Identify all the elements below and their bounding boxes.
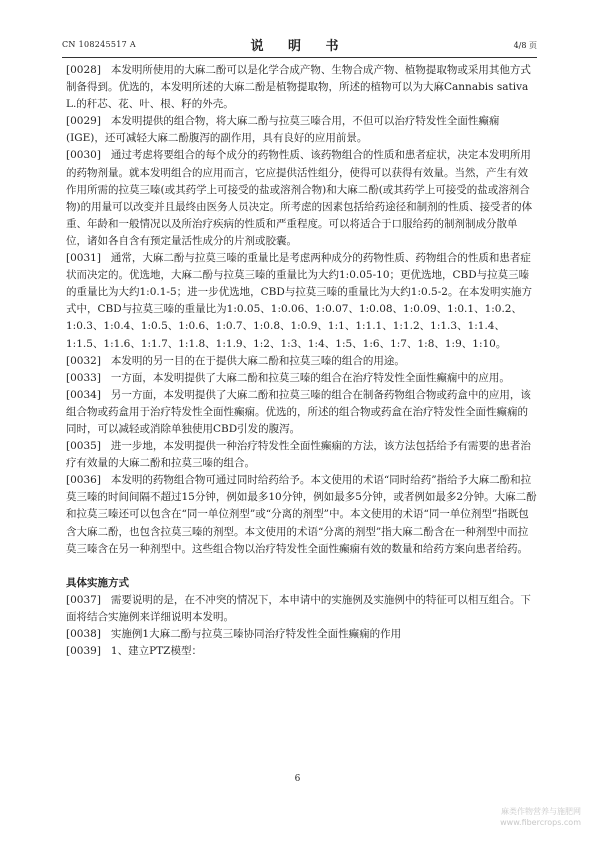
paragraph-number: [0038] xyxy=(66,627,101,640)
paragraph-text: 本发明的药物组合物可通过同时给药给予。本文使用的术语“同时给药”指给予大麻二酚和拉莫三嗪的时间间隔不超过15分钟，例如最多10分钟，例如最多5分钟，或者例如最多2分钟。大麻二酚和拉莫三嗪还可以包含在“同一单位剂型”或“分离的剂型”中。本文使用的术语“同一单位剂型”指既包含大麻二酚，也包含拉莫三嗪的剂型。本文使用的术语“分离的剂型”指大麻二酚含在一种剂型中而拉莫三嗪含在另一种剂型中。这些组合物以治疗特发性全面性癫痫有效的数量和给药方案向患者给药。 xyxy=(66,474,537,555)
paragraph-text: 本发明的另一目的在于提供大麻二酚和拉莫三嗪的组合的用途。 xyxy=(110,354,405,367)
paragraph-0029 xyxy=(66,113,537,147)
paragraph-number: [0039] xyxy=(66,645,101,657)
page-info: 4/8 页 xyxy=(513,41,537,50)
paragraph-0039 xyxy=(66,643,537,660)
paragraph-number: [0029] xyxy=(66,115,101,128)
paragraph-text: 一方面，本发明提供了大麻二酚和拉莫三嗪的组合在治疗特发性全面性癫痫中的应用。 xyxy=(110,371,510,384)
paragraph-text: 进一步地，本发明提供一种治疗特发性全面性癫痫的方法，该方法包括给予有需要的患者治疗有效量的大麻二酚和拉莫三嗪的组合。 xyxy=(66,440,531,470)
watermark xyxy=(500,806,581,828)
paragraph-text: 通常，大麻二酚与拉莫三嗪的重量比是考虑两种成分的药物性质、药物组合的性质和患者症状而决定的。优选地，大麻二酚与拉莫三嗪的重量比为大约1:0.05-10；更优选地，CBD与拉莫三嗪的重量比为大约1:0.1-5；进一步优选地，CBD与拉莫三嗪的重量比为大约1:0.5-2。在本发明实施方式中，CBD与拉莫三嗪的重量比为1:0.05、1:0.06、1:0.07、1:0.08、1:0.09、1:0.1、1:0.2、1:0.3、1:0.4、1:0.5、1:0.6、1:0.7、1:0.8、1:0.9、1:1、1:1.1、1:1.2、1:1.3、1:1.4、1:1.5、1:1.6、1:1.7、1:1.8、1:1.9、1:2、1:3、1:4、1:5、1:6、1:7、1:8、1:9、1:10。 xyxy=(66,252,532,350)
section-heading: 具体实施方式 xyxy=(66,576,129,589)
paragraph-text: 本发明所使用的大麻二酚可以是化学合成产物、生物合成产物、植物提取物或采用其他方式制备得到。优选的，本发明所述的大麻二酚是植物提取物，所述的植物可以为大麻Cannabis sativa L.的秆芯、花、叶、根、籽的外壳。 xyxy=(66,64,531,111)
paragraph-number: [0034] xyxy=(66,388,101,401)
paragraph-text: 本发明提供的组合物，将大麻二酚与拉莫三嗪合用，不但可以治疗特发性全面性癫痫(IGE)，还可减轻大麻二酚腹泻的副作用，具有良好的应用前景。 xyxy=(66,115,500,145)
paragraph-text: 另一方面，本发明提供了大麻二酚和拉莫三嗪的组合在制备药物组合物或药盒中的应用，该组合物或药盒用于治疗特发性全面性癫痫。优选的，所述的组合物或药盒在治疗特发性全面性癫痫的同时，可以减轻或消除单独使用CBD引发的腹泻。 xyxy=(66,388,531,435)
paragraph-number: [0028] xyxy=(66,64,101,76)
paragraph-number: [0030] xyxy=(66,149,101,162)
header-divider xyxy=(62,57,537,58)
paragraph-0030 xyxy=(66,147,537,250)
paragraph-0038 xyxy=(66,626,537,643)
publication-number: CN 108245517 A xyxy=(62,40,136,49)
page-header xyxy=(62,34,537,56)
paragraph-text: 实施例1大麻二酚与拉莫三嗪协同治疗特发性全面性癫痫的作用 xyxy=(110,627,402,640)
paragraph-number: [0036] xyxy=(66,474,101,487)
document-body xyxy=(66,62,537,660)
paragraph-0035 xyxy=(66,438,537,472)
paragraph-text: 通过考虑将要组合的每个成分的药物性质、该药物组合的性质和患者症状，决定本发明所用的药物剂量。就本发明组合的应用而言，它应提供活性组分，使得可以获得有效量。当然，产生有效作用所需的拉莫三嗪(或其药学上可接受的盐或溶剂合物)和大麻二酚(或其药学上可接受的盐或溶剂合物)的用量可以改变并且最终由医务人员决定。所考虑的因素包括给药途径和制剂的性质、接受者的体重、年龄和一般情况以及所治疗疾病的性质和严重程度。可以将适合于口服给药的制剂制成分散单位，诸如各自含有预定量活性成分的片剂或胶囊。 xyxy=(66,149,533,247)
paragraph-0028 xyxy=(66,62,537,113)
paragraph-number: [0037] xyxy=(66,593,101,606)
paragraph-number: [0033] xyxy=(66,371,101,384)
paragraph-number: [0032] xyxy=(66,354,101,367)
paragraph-0032 xyxy=(66,353,537,370)
paragraph-text: 需要说明的是，在不冲突的情况下，本申请中的实施例及实施例中的特征可以相互组合。下面将结合实施例来详细说明本发明。 xyxy=(66,593,531,623)
paragraph-number: [0035] xyxy=(66,440,101,453)
document-title: 说 明 书 xyxy=(250,39,349,54)
paragraph-number: [0031] xyxy=(66,252,101,265)
paragraph-0034 xyxy=(66,387,537,438)
paragraph-0033 xyxy=(66,370,537,387)
paragraph-text: 1、建立PTZ模型： xyxy=(110,645,202,657)
paragraph-0037 xyxy=(66,592,537,626)
page-number: 6 xyxy=(294,774,301,784)
watermark-line: 麻类作物营养与施肥网 xyxy=(501,807,581,816)
paragraph-0031 xyxy=(66,250,537,353)
paragraph-0036 xyxy=(66,472,537,557)
watermark-url: www.fibercrops.com xyxy=(500,818,581,827)
